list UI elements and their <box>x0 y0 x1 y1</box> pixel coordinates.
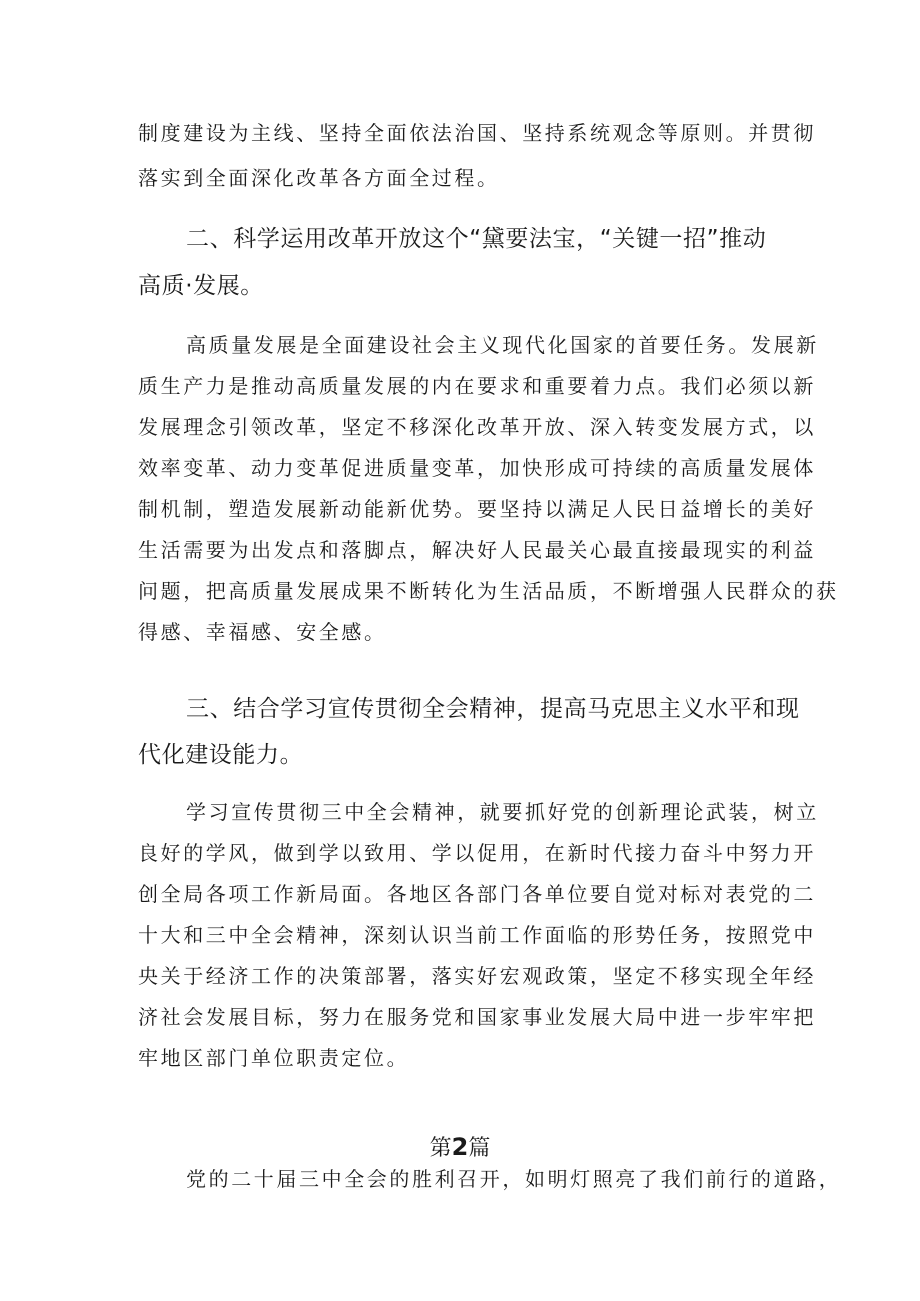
para-two-line-7: 问题，把高质量发展成果不断转化为生活品质，不断增强人民群众的获 <box>138 579 839 603</box>
para-three-line-3: 创全局各项工作新局面。各地区各部门各单位要自觉对标对表党的二 <box>138 882 816 906</box>
heading-three-line-2: 代化建设能力。 <box>138 742 304 768</box>
para-three-line-5: 央关于经济工作的决策部署，落实好宏观政策，坚定不移实现全年经 <box>138 964 816 988</box>
para-three-line-1: 学习宣传贯彻三中全会精神，就要抓好党的创新理论武装，树立 <box>186 800 819 824</box>
para-three-line-2: 良好的学风，做到学以致用、学以促用，在新时代接力奋斗中努力开 <box>138 841 816 865</box>
para-three-line-4: 十大和三中全会精神，深刻认识当前工作面临的形势任务，按照党中 <box>138 923 816 947</box>
para-two-line-2: 质生产力是推动高质量发展的内在要求和重要着力点。我们必须以新 <box>138 374 816 398</box>
heading-two-line-1: 二、科学运用改革开放这个“黛要法宝，“关键一招”推动 <box>186 226 767 252</box>
intro-line-1: 制度建设为主线、坚持全面依法治国、坚持系统观念等原则。并贯彻 <box>138 121 816 145</box>
section-two-title <box>0 1131 920 1163</box>
section-title-prefix: 第 <box>429 1136 452 1161</box>
para-two-line-3: 发展理念引领改革，坚定不移深化改革开放、深入转变发展方式，以 <box>138 415 816 439</box>
para-three-line-6: 济社会发展目标，努力在服务党和国家事业发展大局中进一步牢牢把 <box>138 1005 816 1029</box>
section-title-suffix: 篇 <box>468 1136 491 1161</box>
para-two-line-1: 高质量发展是全面建设社会主义现代化国家的首要任务。发展新 <box>186 333 819 357</box>
para-four-line-1: 党的二十届三中全会的胜利召开，如明灯照亮了我们前行的道路， <box>186 1167 842 1191</box>
para-two-line-6: 生活需要为出发点和落脚点，解决好人民最关心最直接最现实的利益 <box>138 538 816 562</box>
heading-three-line-1: 三、结合学习宣传贯彻全会精神，提高马克思主义水平和现 <box>186 696 800 722</box>
para-two-line-8: 得感、幸福感、安全感。 <box>138 620 387 644</box>
section-title-number: 2 <box>451 1133 469 1161</box>
para-two-line-5: 制机制，塑造发展新动能新优势。要坚持以满足人民日益增长的美好 <box>138 497 816 521</box>
heading-two-line-2: 高质·发展。 <box>138 273 264 299</box>
para-two-line-4: 效率变革、动力变革促进质量变革，加快形成可持续的高质量发展体 <box>138 456 816 480</box>
para-three-line-7: 牢地区部门单位职责定位。 <box>138 1046 410 1070</box>
intro-line-2: 落实到全面深化改革各方面全过程。 <box>138 166 500 190</box>
